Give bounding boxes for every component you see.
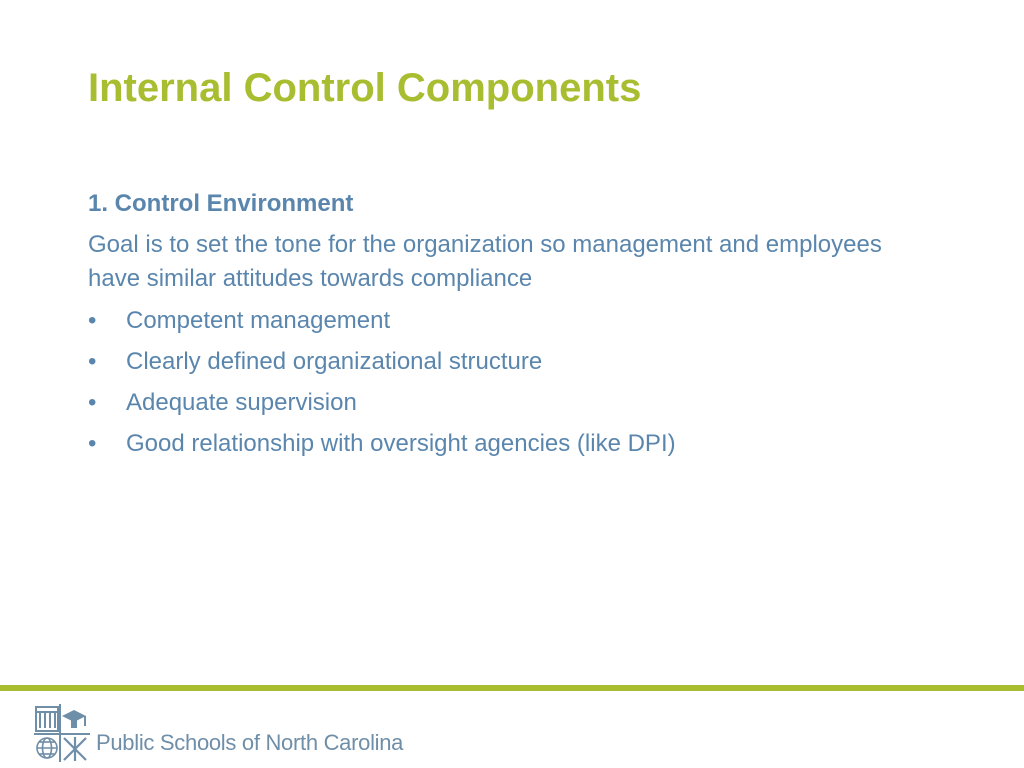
- nc-public-schools-logo-icon: [34, 704, 90, 762]
- bullet-marker: •: [88, 389, 97, 416]
- bullet-item: [88, 341, 948, 382]
- footer: [34, 702, 403, 762]
- bullet-list: [88, 300, 948, 464]
- footer-divider: [0, 685, 1024, 691]
- bullet-text: Good relationship with oversight agencies (like DPI): [126, 430, 676, 457]
- bullet-text: Competent management: [126, 307, 391, 334]
- bullet-item: [88, 300, 948, 341]
- section-heading: 1. Control Environment: [88, 190, 354, 217]
- bullet-item: [88, 423, 948, 464]
- bullet-marker: •: [88, 430, 97, 457]
- bullet-marker: •: [88, 348, 97, 375]
- slide-title: Internal Control Components: [88, 66, 642, 110]
- org-name: Public Schools of North Carolina: [96, 730, 404, 755]
- goal-paragraph: Goal is to set the tone for the organization so management and employees have similar attitudes towards compliance: [88, 231, 882, 292]
- bullet-text: Adequate supervision: [126, 389, 357, 416]
- bullet-marker: •: [88, 307, 97, 334]
- bullet-item: [88, 382, 948, 423]
- slide-body: [88, 186, 948, 464]
- bullet-text: Clearly defined organizational structure: [126, 348, 543, 375]
